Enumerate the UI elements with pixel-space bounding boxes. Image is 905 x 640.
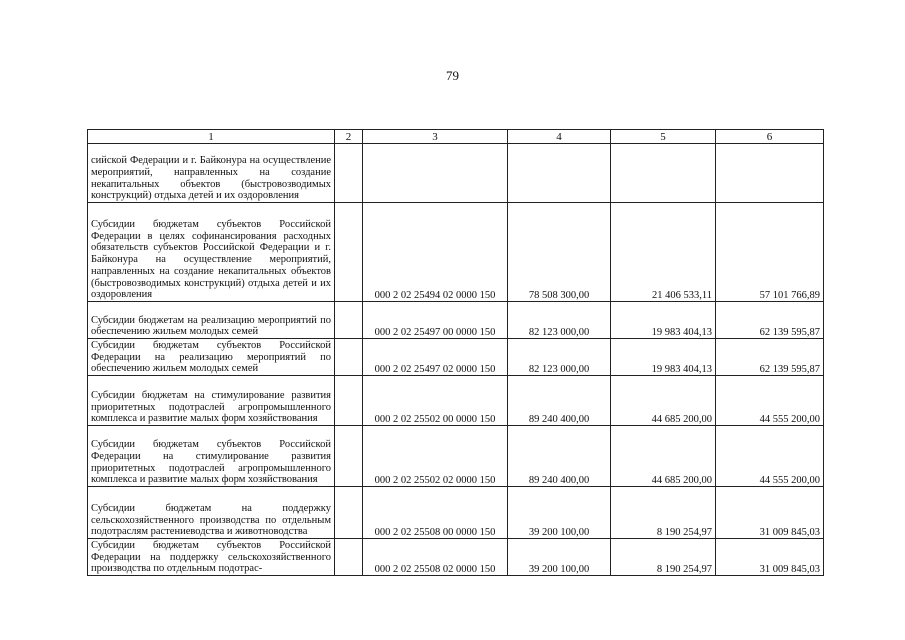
row-col2 xyxy=(335,302,363,339)
row-col4: 89 240 400,00 xyxy=(508,376,611,426)
table-row xyxy=(88,376,824,426)
header-col-1: 1 xyxy=(88,130,335,144)
row-description: Субсидии бюджетам субъектов Российской Федерации в целях софинансирования расходных обязательств субъектов Российской Федерации и г. Байконура на осуществление мероприятий, направленных на создание некапитальных объектов (быстровозводимых конструкций) отдыха детей и их оздоровления xyxy=(88,203,335,302)
header-col-6: 6 xyxy=(716,130,824,144)
row-col6: 57 101 766,89 xyxy=(716,203,824,302)
table-row xyxy=(88,302,824,339)
row-col4: 82 123 000,00 xyxy=(508,339,611,376)
table-row xyxy=(88,426,824,487)
row-col5: 44 685 200,00 xyxy=(611,376,716,426)
table-row xyxy=(88,144,824,203)
row-code xyxy=(363,144,508,203)
row-col4: 39 200 100,00 xyxy=(508,487,611,539)
row-col6: 62 139 595,87 xyxy=(716,302,824,339)
row-code: 000 2 02 25508 02 0000 150 xyxy=(363,539,508,576)
row-description: Субсидии бюджетам субъектов Российской Федерации на реализацию мероприятий по обеспечению жильем молодых семей xyxy=(88,339,335,376)
row-col5: 44 685 200,00 xyxy=(611,426,716,487)
row-code: 000 2 02 25502 02 0000 150 xyxy=(363,426,508,487)
row-description: Субсидии бюджетам субъектов Российской Федерации на стимулирование развития приоритетных подотраслей агропромышленного комплекса и развитие малых форм хозяйствования xyxy=(88,426,335,487)
row-col6: 44 555 200,00 xyxy=(716,376,824,426)
row-col5: 8 190 254,97 xyxy=(611,539,716,576)
row-col5 xyxy=(611,144,716,203)
table-row xyxy=(88,203,824,302)
table-row xyxy=(88,487,824,539)
row-col4 xyxy=(508,144,611,203)
row-col2 xyxy=(335,339,363,376)
row-description: Субсидии бюджетам на поддержку сельскохозяйственного производства по отдельным подотраслям растениеводства и животноводства xyxy=(88,487,335,539)
table-row xyxy=(88,539,824,576)
table-row xyxy=(88,339,824,376)
row-code: 000 2 02 25497 02 0000 150 xyxy=(363,339,508,376)
row-col6: 31 009 845,03 xyxy=(716,539,824,576)
row-col4: 82 123 000,00 xyxy=(508,302,611,339)
row-code: 000 2 02 25494 02 0000 150 xyxy=(363,203,508,302)
row-code: 000 2 02 25508 00 0000 150 xyxy=(363,487,508,539)
header-col-3: 3 xyxy=(363,130,508,144)
table-header-row xyxy=(88,130,824,144)
row-col2 xyxy=(335,203,363,302)
page-number: 79 xyxy=(446,68,459,83)
row-col4: 78 508 300,00 xyxy=(508,203,611,302)
row-description: Субсидии бюджетам субъектов Российской Федерации на поддержку сельскохозяйственного производства по отдельным подотрас- xyxy=(88,539,335,576)
row-col6: 44 555 200,00 xyxy=(716,426,824,487)
header-col-5: 5 xyxy=(611,130,716,144)
row-col4: 89 240 400,00 xyxy=(508,426,611,487)
row-description: сийской Федерации и г. Байконура на осуществление мероприятий, направленных на создание некапитальных объектов (быстровозводимых конструкций) отдыха детей и их оздоровления xyxy=(88,144,335,203)
row-col2 xyxy=(335,426,363,487)
budget-table xyxy=(87,129,824,576)
row-col6: 31 009 845,03 xyxy=(716,487,824,539)
row-col5: 19 983 404,13 xyxy=(611,339,716,376)
row-code: 000 2 02 25502 00 0000 150 xyxy=(363,376,508,426)
row-col2 xyxy=(335,539,363,576)
header-col-2: 2 xyxy=(335,130,363,144)
row-col2 xyxy=(335,487,363,539)
row-col5: 21 406 533,11 xyxy=(611,203,716,302)
row-description: Субсидии бюджетам на стимулирование развития приоритетных подотраслей агропромышленного комплекса и развитие малых форм хозяйствования xyxy=(88,376,335,426)
row-col5: 19 983 404,13 xyxy=(611,302,716,339)
row-col6 xyxy=(716,144,824,203)
row-code: 000 2 02 25497 00 0000 150 xyxy=(363,302,508,339)
row-col2 xyxy=(335,144,363,203)
row-col2 xyxy=(335,376,363,426)
row-col5: 8 190 254,97 xyxy=(611,487,716,539)
header-col-4: 4 xyxy=(508,130,611,144)
row-description: Субсидии бюджетам на реализацию мероприятий по обеспечению жильем молодых семей xyxy=(88,302,335,339)
row-col4: 39 200 100,00 xyxy=(508,539,611,576)
row-col6: 62 139 595,87 xyxy=(716,339,824,376)
